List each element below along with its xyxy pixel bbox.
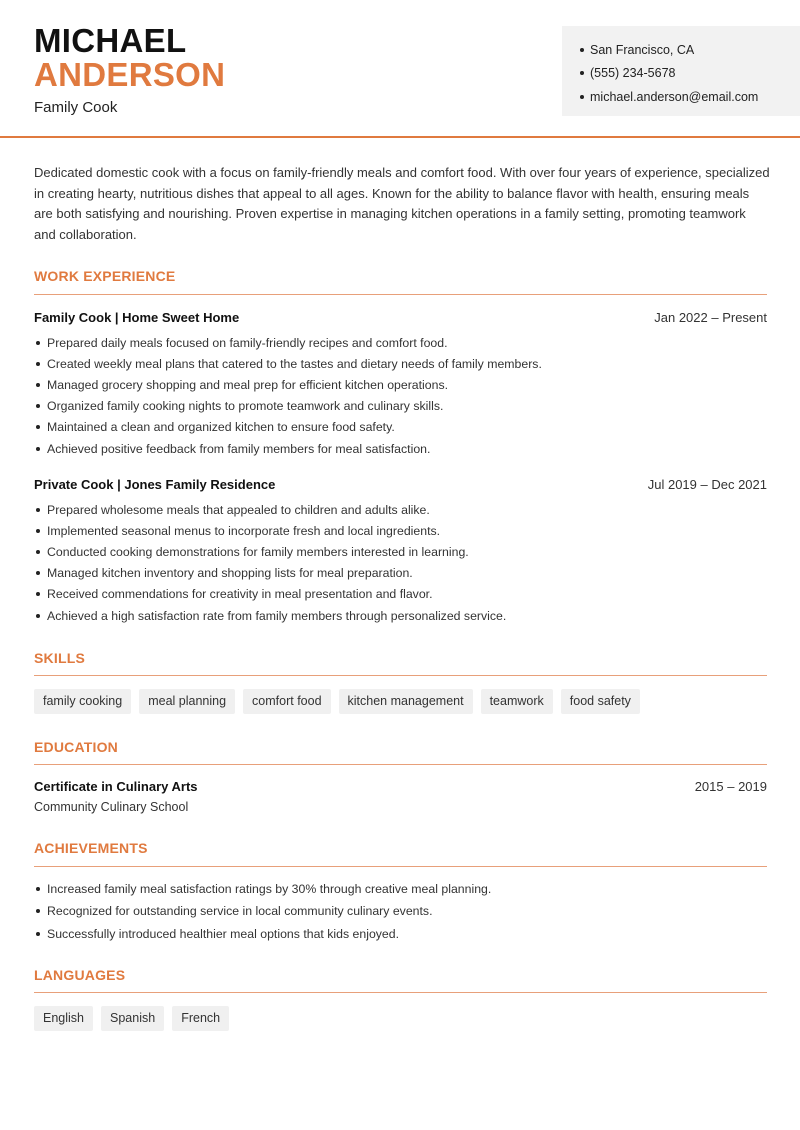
contact-phone [580,62,782,86]
section-divider [34,992,767,993]
job-header [34,310,767,325]
skill-tag: kitchen management [339,689,473,714]
section-divider [34,294,767,295]
bullet-icon [580,48,584,52]
contact-phone-text: (555) 234-5678 [590,66,676,81]
list-item-text: Prepared daily meals focused on family-friendly recipes and comfort food. [47,335,448,350]
section-divider [34,866,767,867]
list-item-text: Recognized for outstanding service in local community culinary events. [47,904,433,919]
list-item-text: Received commendations for creativity in meal presentation and flavor. [47,587,433,602]
list-item-text: Implemented seasonal menus to incorporate fresh and local ingredients. [47,523,441,538]
list-item [34,541,767,562]
bullet-icon [36,887,40,891]
bullet-icon [36,592,40,596]
job-title: Family Cook [34,99,118,116]
language-tag: English [34,1006,93,1031]
list-item [34,878,767,900]
bullet-icon [36,614,40,618]
list-item-text: Maintained a clean and organized kitchen to ensure food safety. [47,420,395,435]
bullet-icon [36,932,40,936]
bullet-icon [36,447,40,451]
work-experience-heading: WORK EXPERIENCE [34,268,176,284]
contact-email [580,85,782,109]
list-item [34,438,767,459]
contact-email-text: michael.anderson@email.com [590,89,759,104]
bullet-icon [36,508,40,512]
bullet-icon [36,362,40,366]
contact-location-text: San Francisco, CA [590,42,695,57]
skill-tag: meal planning [139,689,235,714]
list-item [34,396,767,417]
job-header [34,477,767,492]
education-dates: 2015 – 2019 [694,779,767,794]
list-item-text: Conducted cooking demonstrations for family members interested in learning. [47,544,469,559]
education-school: Community Culinary School [34,800,189,814]
job-dates: Jul 2019 – Dec 2021 [647,477,767,492]
list-item [34,563,767,584]
achievements-heading: ACHIEVEMENTS [34,840,148,856]
bullet-icon [36,425,40,429]
education-degree: Certificate in Culinary Arts [34,779,198,794]
list-item-text: Achieved a high satisfaction rate from family members through personalized service. [47,608,507,623]
job-dates: Jan 2022 – Present [654,310,767,325]
list-item [34,605,767,626]
achievements-list [34,878,767,945]
summary-text: Dedicated domestic cook with a focus on family-friendly meals and comfort food. With over four years of experience, specialized in creating hearty, nutritious dishes that appeal to all ages. Known for the ability to balance flavor with health, ensuring meals are both satisfying and nourishing. Proven expertise in managing kitchen operations in a family setting, promoting teamwork and collaboration. [34,165,770,243]
list-item-text: Achieved positive feedback from family members for meal satisfaction. [47,441,431,456]
job-role: Family Cook | Home Sweet Home [34,310,240,325]
job-bullets [34,499,767,626]
resume-header [0,0,800,138]
skills-heading: SKILLS [34,650,85,666]
last-name: ANDERSON [34,56,226,93]
bullet-icon [580,95,584,99]
list-item [34,417,767,438]
job-role: Private Cook | Jones Family Residence [34,477,276,492]
bullet-icon [580,71,584,75]
list-item-text: Managed kitchen inventory and shopping lists for meal preparation. [47,566,413,581]
bullet-icon [36,909,40,913]
list-item-text: Prepared wholesome meals that appealed to children and adults alike. [47,502,430,517]
list-item [34,374,767,395]
list-item [34,923,767,945]
list-item-text: Organized family cooking nights to promote teamwork and culinary skills. [47,399,444,414]
languages-list [34,1006,229,1031]
language-tag: Spanish [101,1006,164,1031]
bullet-icon [36,383,40,387]
skill-tag: food safety [561,689,640,714]
first-name: MICHAEL [34,22,187,59]
bullet-icon [36,341,40,345]
skill-tag: family cooking [34,689,131,714]
bullet-icon [36,571,40,575]
list-item-text: Increased family meal satisfaction ratings by 30% through creative meal planning. [47,882,492,897]
list-item-text: Created weekly meal plans that catered to the tastes and dietary needs of family members. [47,356,542,371]
list-item [34,353,767,374]
list-item [34,900,767,922]
list-item-text: Successfully introduced healthier meal options that kids enjoyed. [47,926,400,941]
bullet-icon [36,404,40,408]
section-divider [34,764,767,765]
list-item [34,520,767,541]
section-divider [34,675,767,676]
skills-list [34,689,640,714]
list-item [34,499,767,520]
list-item-text: Managed grocery shopping and meal prep for efficient kitchen operations. [47,377,449,392]
contact-location [580,38,782,62]
skill-tag: comfort food [243,689,330,714]
contact-box [562,26,800,116]
bullet-icon [36,529,40,533]
bullet-icon [36,550,40,554]
language-tag: French [172,1006,229,1031]
list-item [34,332,767,353]
list-item [34,584,767,605]
education-heading: EDUCATION [34,739,118,755]
job-bullets [34,332,767,459]
languages-heading: LANGUAGES [34,967,126,983]
skill-tag: teamwork [481,689,553,714]
